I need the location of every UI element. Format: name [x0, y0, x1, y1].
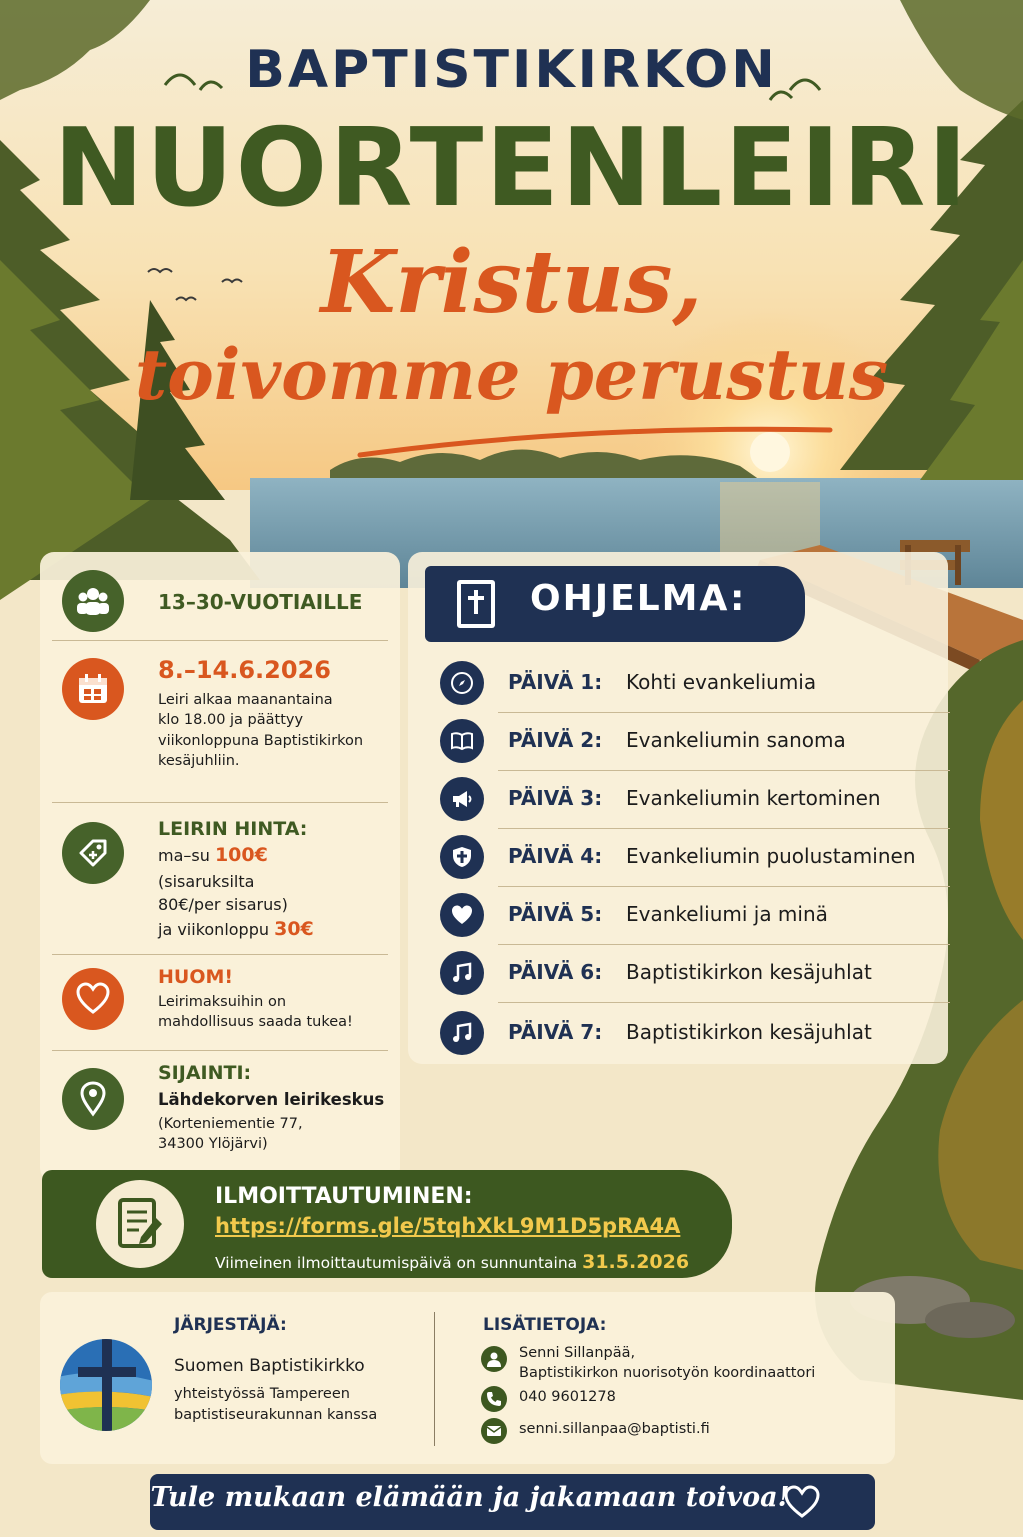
week-price-label: ma–su — [158, 846, 215, 865]
day-topic: Evankeliumin kertominen — [626, 786, 881, 810]
program-day-row — [440, 950, 950, 1008]
organizer-name: Suomen Baptistikirkko — [174, 1356, 365, 1376]
weekend-price: 30€ — [274, 917, 314, 940]
registration-deadline — [215, 1251, 689, 1273]
program-day-row — [440, 776, 950, 834]
divider — [498, 944, 950, 945]
dates-detail-line: viikonloppuna Baptistikirkon — [158, 732, 364, 749]
day-topic: Evankeliumi ja minä — [626, 902, 828, 926]
calendar-icon — [62, 658, 124, 720]
registration-title: ILMOITTAUTUMINEN: — [215, 1184, 473, 1209]
organizer-partner — [174, 1384, 424, 1426]
slogan-line-2: toivomme perustus — [134, 333, 889, 416]
megaphone-icon — [440, 777, 484, 821]
organizer-partner-line: baptistiseurakunnan kanssa — [174, 1407, 378, 1424]
dates-detail-line: kesäjuhliin. — [158, 752, 240, 769]
music-note-icon — [440, 951, 484, 995]
location-title: SIJAINTI: — [158, 1062, 252, 1084]
divider — [434, 1312, 435, 1446]
open-book-icon — [440, 719, 484, 763]
divider — [498, 770, 950, 771]
email-address[interactable]: senni.sillanpaa@baptisti.fi — [519, 1421, 710, 1437]
day-topic: Evankeliumin puolustaminen — [626, 844, 916, 868]
location-name: Lähdekorven leirikeskus — [158, 1090, 385, 1109]
contact-name: Senni Sillanpää, — [519, 1345, 636, 1361]
day-label: PÄIVÄ 1: — [508, 670, 603, 694]
day-label: PÄIVÄ 5: — [508, 902, 603, 926]
person-icon — [481, 1346, 507, 1372]
program-title: OHJELMA: — [530, 578, 747, 619]
deadline-text: Viimeinen ilmoittautumispäivä on sunnuntaina — [215, 1254, 583, 1272]
footer-slogan: Tule mukaan elämään ja jakamaan toivoa! — [150, 1482, 790, 1513]
address-line: (Korteniementie 77, — [158, 1115, 303, 1132]
price-title: LEIRIN HINTA: — [158, 818, 308, 840]
weekend-price-label: ja viikonloppu — [158, 919, 275, 939]
program-day-row — [440, 660, 950, 718]
compass-icon — [440, 661, 484, 705]
phone-icon — [481, 1386, 507, 1412]
contact-title: LISÄTIETOJA: — [483, 1315, 607, 1335]
deadline-date: 31.5.2026 — [582, 1251, 690, 1273]
day-topic: Kohti evankeliumia — [626, 670, 817, 694]
camp-dates: 8.–14.6.2026 — [158, 656, 331, 684]
group-icon — [62, 570, 124, 632]
shield-cross-icon — [440, 835, 484, 879]
sibling-price-line: 80€/per sisarus) — [158, 894, 288, 914]
registration-link[interactable]: https://forms.gle/5tqhXkL9M1D5pRA4A — [215, 1214, 681, 1238]
baptist-church-logo — [58, 1337, 154, 1433]
day-label: PÄIVÄ 7: — [508, 1020, 603, 1044]
organizer-title: JÄRJESTÄJÄ: — [174, 1315, 287, 1335]
divider — [52, 640, 388, 641]
day-label: PÄIVÄ 4: — [508, 844, 603, 868]
bible-icon — [447, 574, 505, 634]
heart-icon — [440, 893, 484, 937]
dates-detail-line: Leiri alkaa maanantaina — [158, 692, 333, 708]
email-icon — [481, 1418, 507, 1444]
form-edit-icon — [96, 1180, 184, 1268]
program-day-row — [440, 718, 950, 776]
note-line: Leirimaksuihin on — [158, 994, 287, 1010]
sibling-price-line: (sisaruksilta — [158, 871, 255, 891]
divider — [498, 712, 950, 713]
info-panel — [40, 552, 400, 1182]
program-day-row — [440, 1010, 950, 1068]
divider — [498, 1002, 950, 1003]
week-price: 100€ — [214, 844, 268, 866]
divider — [498, 886, 950, 887]
heart-icon — [62, 968, 124, 1030]
program-day-row — [440, 834, 950, 892]
address-line: 34300 Ylöjärvi) — [158, 1136, 268, 1153]
music-note-icon — [440, 1011, 484, 1055]
day-topic: Evankeliumin sanoma — [626, 728, 846, 752]
price-tag-icon — [62, 822, 124, 884]
organizer-partner-line: yhteistyössä Tampereen — [174, 1386, 350, 1402]
day-label: PÄIVÄ 6: — [508, 960, 603, 984]
day-label: PÄIVÄ 3: — [508, 786, 603, 810]
divider — [52, 1050, 388, 1051]
location-pin-icon — [62, 1068, 124, 1130]
note-title: HUOM! — [158, 966, 234, 988]
divider — [498, 828, 950, 829]
contact-role: Baptistikirkon nuorisotyön koordinaattori — [519, 1364, 816, 1381]
day-topic: Baptistikirkon kesäjuhlat — [626, 1020, 872, 1044]
age-text: 13–30-VUOTIAILLE — [158, 590, 363, 614]
program-day-row — [440, 892, 950, 950]
day-label: PÄIVÄ 2: — [508, 728, 603, 752]
divider — [52, 954, 388, 955]
title-line-2: NUORTENLEIRI — [53, 106, 970, 231]
day-topic: Baptistikirkon kesäjuhlat — [626, 960, 872, 984]
dates-detail-line: klo 18.00 ja päättyy — [158, 712, 304, 729]
divider — [52, 802, 388, 803]
phone-number[interactable]: 040 9601278 — [519, 1389, 616, 1405]
note-line: mahdollisuus saada tukea! — [158, 1014, 353, 1031]
slogan-line-1: Kristus, — [320, 232, 703, 333]
title-line-1: BAPTISTIKIRKON — [245, 40, 778, 100]
